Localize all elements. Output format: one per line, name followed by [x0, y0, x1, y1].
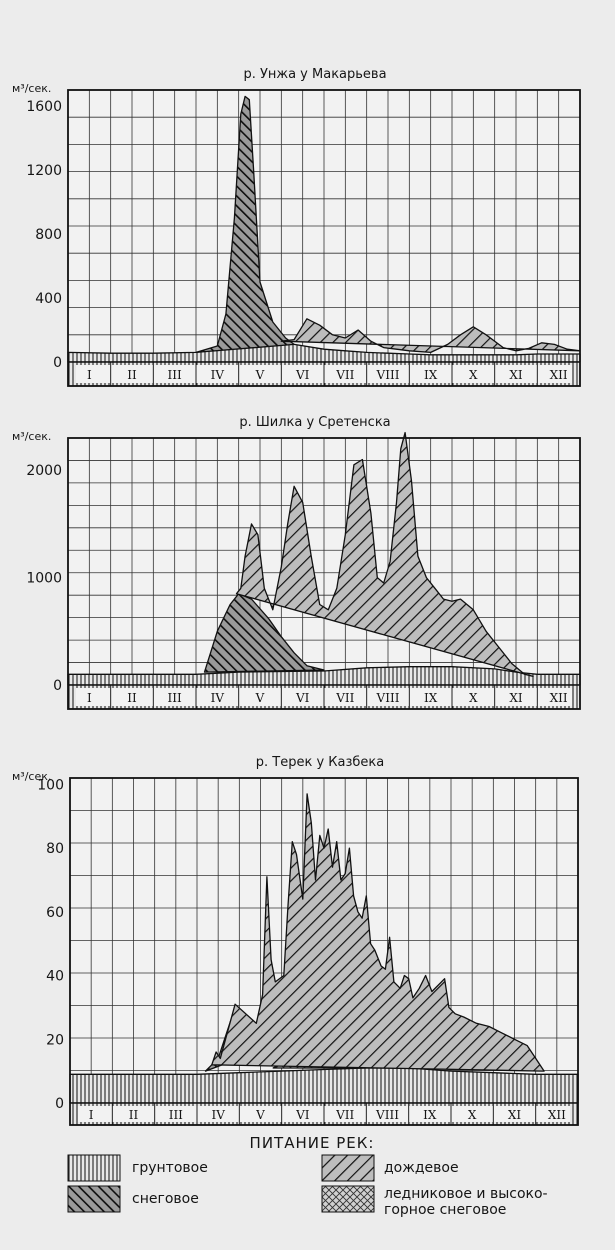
month-tick-label: V: [256, 1108, 265, 1122]
month-tick-label: II: [127, 368, 137, 382]
y-tick-label: 0: [53, 355, 62, 371]
legend-title: ПИТАНИЕ РЕК:: [249, 1134, 375, 1152]
legend-label-rain: дождевое: [384, 1160, 459, 1176]
month-tick-label: VII: [336, 1108, 355, 1122]
month-tick-label: III: [167, 368, 182, 382]
legend-label-snow: снеговое: [132, 1191, 199, 1207]
y-tick-label: 40: [46, 968, 64, 985]
legend-swatch-glacier: [322, 1186, 374, 1212]
month-tick-label: V: [255, 368, 265, 382]
legend-swatch-rain: [322, 1155, 374, 1181]
legend-swatch-ground: [68, 1155, 120, 1181]
legend-label-glacier: [384, 1186, 552, 1218]
month-tick-label: XI: [509, 368, 523, 382]
chart-title: р. Терек у Казбека: [255, 755, 385, 770]
month-tick-label: V: [255, 691, 265, 705]
legend-label-glacier-line1: ледниковое и высоко-: [384, 1186, 548, 1202]
legend-swatch-snow: [68, 1186, 120, 1212]
month-tick-label: I: [88, 1108, 94, 1122]
y-unit-label: м³/сек.: [12, 82, 52, 95]
month-tick-label: IX: [424, 691, 438, 705]
month-tick-label: XI: [507, 1108, 522, 1122]
month-tick-label: IV: [210, 368, 225, 382]
month-tick-label: VI: [295, 368, 310, 382]
y-tick-label: 0: [53, 678, 62, 694]
y-tick-label: 20: [46, 1032, 64, 1049]
chart-title: р. Шилка у Сретенска: [239, 415, 391, 430]
y-tick-label: 100: [37, 777, 64, 794]
legend-label-ground: грунтовое: [132, 1160, 208, 1176]
y-unit-label: м³/сек.: [12, 770, 52, 783]
month-tick-label: VIII: [376, 368, 400, 382]
y-tick-label: 800: [35, 227, 62, 243]
month-tick-label: VI: [296, 1108, 310, 1122]
y-tick-label: 1600: [26, 99, 62, 115]
y-tick-label: 2000: [26, 463, 62, 480]
month-tick-label: III: [167, 691, 182, 705]
month-tick-label: VIII: [376, 1108, 399, 1122]
chart-panel-terek: [12, 755, 578, 1125]
y-tick-label: 1200: [26, 163, 62, 179]
month-tick-label: VI: [295, 691, 310, 705]
month-tick-label: X: [469, 368, 478, 382]
month-tick-label: IV: [211, 1108, 225, 1122]
month-tick-label: VII: [336, 691, 355, 705]
chart-panel-unzha: [12, 67, 580, 386]
month-tick-label: II: [128, 1108, 139, 1122]
month-tick-label: X: [469, 691, 478, 705]
chart-panel-shilka: [12, 415, 580, 709]
y-tick-label: 1000: [26, 570, 62, 587]
month-tick-label: I: [86, 691, 92, 705]
month-tick-label: IV: [210, 691, 225, 705]
chart-title: р. Унжа у Макарьева: [243, 67, 387, 82]
month-tick-label: VII: [336, 368, 355, 382]
legend-label-glacier-line2: горное снеговое: [384, 1202, 507, 1218]
month-tick-label: XI: [509, 691, 523, 705]
y-tick-label: 60: [46, 904, 64, 921]
y-tick-label: 80: [46, 841, 64, 858]
legend: [68, 1134, 552, 1218]
month-tick-label: VIII: [376, 691, 400, 705]
month-tick-label: XII: [549, 368, 568, 382]
month-tick-label: XII: [547, 1108, 566, 1122]
month-tick-label: II: [127, 691, 137, 705]
month-tick-label: IX: [423, 1108, 437, 1122]
month-tick-label: III: [168, 1108, 183, 1122]
y-tick-label: 400: [35, 291, 62, 307]
y-unit-label: м³/сек.: [12, 430, 52, 443]
month-tick-label: IX: [424, 368, 438, 382]
month-tick-label: I: [86, 368, 92, 382]
month-tick-label: X: [467, 1108, 477, 1122]
month-tick-label: XII: [549, 691, 568, 705]
y-tick-label: 0: [55, 1096, 64, 1112]
